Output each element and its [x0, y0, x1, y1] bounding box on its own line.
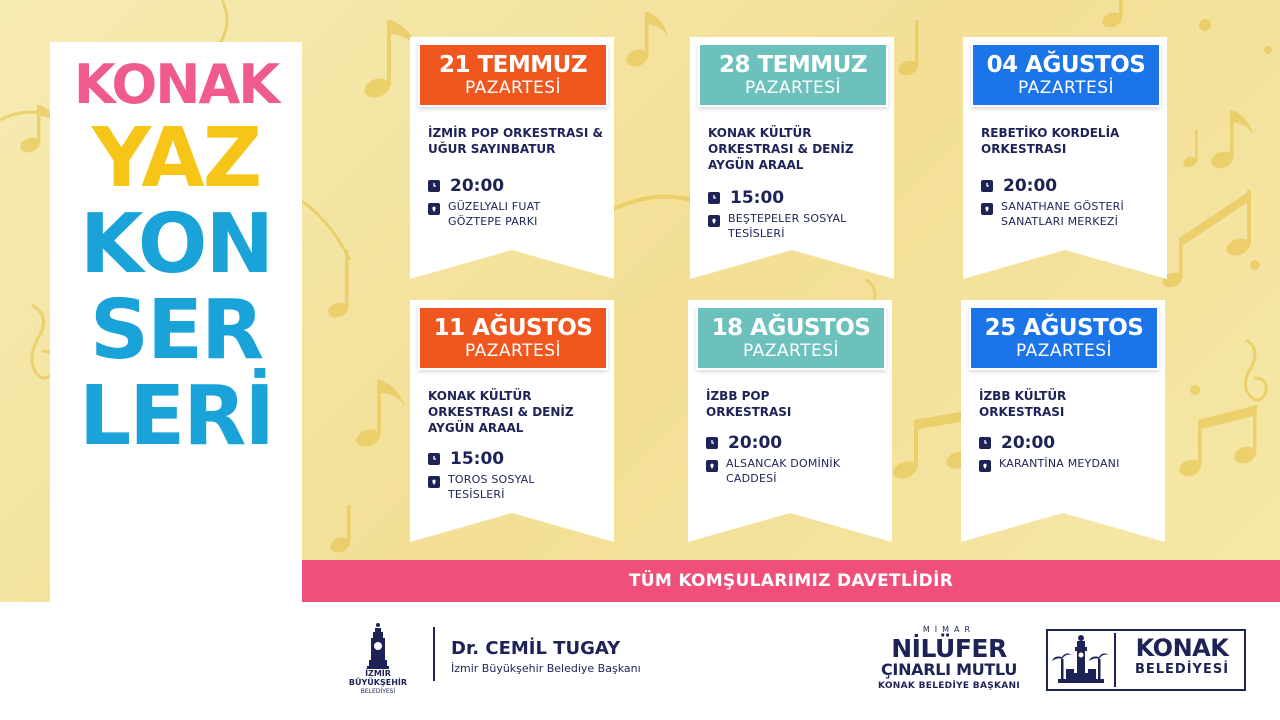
card-date-header: [971, 43, 1161, 107]
location-pin-icon: [706, 460, 718, 472]
card-date: 28 TEMMUZ: [718, 52, 868, 78]
card-day: PAZARTESİ: [744, 78, 842, 98]
card-date-header: [969, 306, 1159, 370]
footer-divider: [433, 627, 435, 681]
location-row: [706, 456, 890, 486]
izmir-logo-text-1: İZMİR: [365, 669, 391, 678]
concert-card: [410, 300, 614, 542]
card-day: PAZARTESİ: [1015, 341, 1113, 361]
card-date-header: [418, 306, 608, 370]
card-time: 20:00: [450, 176, 505, 196]
location-row: [708, 211, 892, 241]
card-day: PAZARTESİ: [464, 341, 562, 361]
banner-line-ser: SER: [89, 283, 263, 378]
nilufer-name: NİLÜFER: [891, 634, 1007, 663]
card-day: PAZARTESİ: [1017, 78, 1115, 98]
clock-icon: [979, 437, 991, 449]
card-time: 15:00: [730, 188, 785, 208]
konak-logo-divider: [1114, 633, 1116, 687]
card-title: İZMİR POP ORKESTRASI & UĞUR SAYINBATUR: [428, 126, 604, 156]
clock-icon: [428, 453, 440, 465]
location-pin-icon: [979, 460, 991, 472]
card-location: SANATHANE GÖSTERİ SANATLARI MERKEZİ: [1001, 200, 1124, 228]
location-pin-icon: [708, 215, 720, 227]
izmir-logo-text-2: BÜYÜKŞEHİR: [348, 678, 408, 687]
location-row: [428, 472, 612, 502]
card-location: TOROS SOSYAL TESİSLERİ: [448, 473, 535, 501]
mayor-title: İzmir Büyükşehir Belediye Başkanı: [451, 662, 641, 675]
banner-line-kon: KON: [79, 197, 273, 292]
location-pin-icon: [981, 203, 993, 215]
concert-card: [410, 37, 614, 279]
card-location: GÜZELYALI FUAT GÖZTEPE PARKI: [448, 200, 541, 228]
banner-line-konak: KONAK: [73, 53, 279, 116]
concert-card: [963, 37, 1167, 279]
card-location: ALSANCAK DOMİNİK CADDESİ: [726, 457, 841, 485]
card-date-header: [698, 43, 888, 107]
card-time: 20:00: [1003, 176, 1058, 196]
mayor-name: Dr. CEMİL TUGAY: [451, 638, 621, 659]
card-time: 15:00: [450, 449, 505, 469]
clock-icon: [708, 192, 720, 204]
time-row: [979, 433, 1163, 453]
time-row: [428, 449, 612, 469]
concert-card: [961, 300, 1165, 542]
location-pin-icon: [428, 203, 440, 215]
location-row: [981, 199, 1165, 229]
card-time: 20:00: [728, 433, 783, 453]
location-pin-icon: [428, 476, 440, 488]
concert-card: [690, 37, 894, 279]
card-date: 18 AĞUSTOS: [711, 315, 871, 341]
clock-icon: [981, 180, 993, 192]
time-row: [706, 433, 890, 453]
banner-line-yaz: YAZ: [91, 111, 261, 206]
card-date: 21 TEMMUZ: [438, 52, 588, 78]
clock-icon: [428, 180, 440, 192]
konak-logo-sub: BELEDİYESİ: [1134, 662, 1230, 677]
card-time: 20:00: [1001, 433, 1056, 453]
location-row: [428, 199, 612, 229]
card-title: İZBB POP ORKESTRASI: [706, 389, 792, 419]
card-date-header: [418, 43, 608, 107]
concert-card: [688, 300, 892, 542]
konak-clock-tower-palm-icon: [1052, 633, 1110, 687]
izmir-logo-text-3: BELEDİYESİ: [360, 688, 396, 695]
nilufer-surname: ÇINARLI MUTLU: [880, 660, 1018, 679]
card-title: İZBB KÜLTÜR ORKESTRASI: [979, 389, 1067, 419]
card-title: KONAK KÜLTÜR ORKESTRASI & DENİZ AYGÜN ARAAL: [428, 389, 574, 435]
time-row: [708, 188, 892, 208]
time-row: [428, 176, 612, 196]
nilufer-prefix: MİMAR: [922, 625, 976, 634]
clock-icon: [706, 437, 718, 449]
banner-line-leri: LERİ: [79, 369, 273, 464]
location-row: [979, 456, 1163, 472]
card-location: BEŞTEPELER SOSYAL TESİSLERİ: [728, 212, 847, 240]
card-day: PAZARTESİ: [464, 78, 562, 98]
card-date: 25 AĞUSTOS: [984, 315, 1144, 341]
nilufer-role: KONAK BELEDİYE BAŞKANI: [877, 681, 1021, 691]
title-banner-text: [50, 53, 302, 464]
konak-logo-word: KONAK: [1135, 634, 1229, 662]
card-location: KARANTİNA MEYDANI: [999, 457, 1120, 470]
card-title: REBETİKO KORDELİA ORKESTRASI: [981, 126, 1120, 156]
card-date: 04 AĞUSTOS: [986, 52, 1146, 78]
time-row: [981, 176, 1165, 196]
card-date-header: [696, 306, 886, 370]
card-day: PAZARTESİ: [742, 341, 840, 361]
invitation-text: TÜM KOMŞULARIMIZ DAVETLİDİR: [628, 571, 954, 591]
card-title: KONAK KÜLTÜR ORKESTRASI & DENİZ AYGÜN ARAAL: [708, 126, 854, 172]
card-date: 11 AĞUSTOS: [433, 315, 593, 341]
